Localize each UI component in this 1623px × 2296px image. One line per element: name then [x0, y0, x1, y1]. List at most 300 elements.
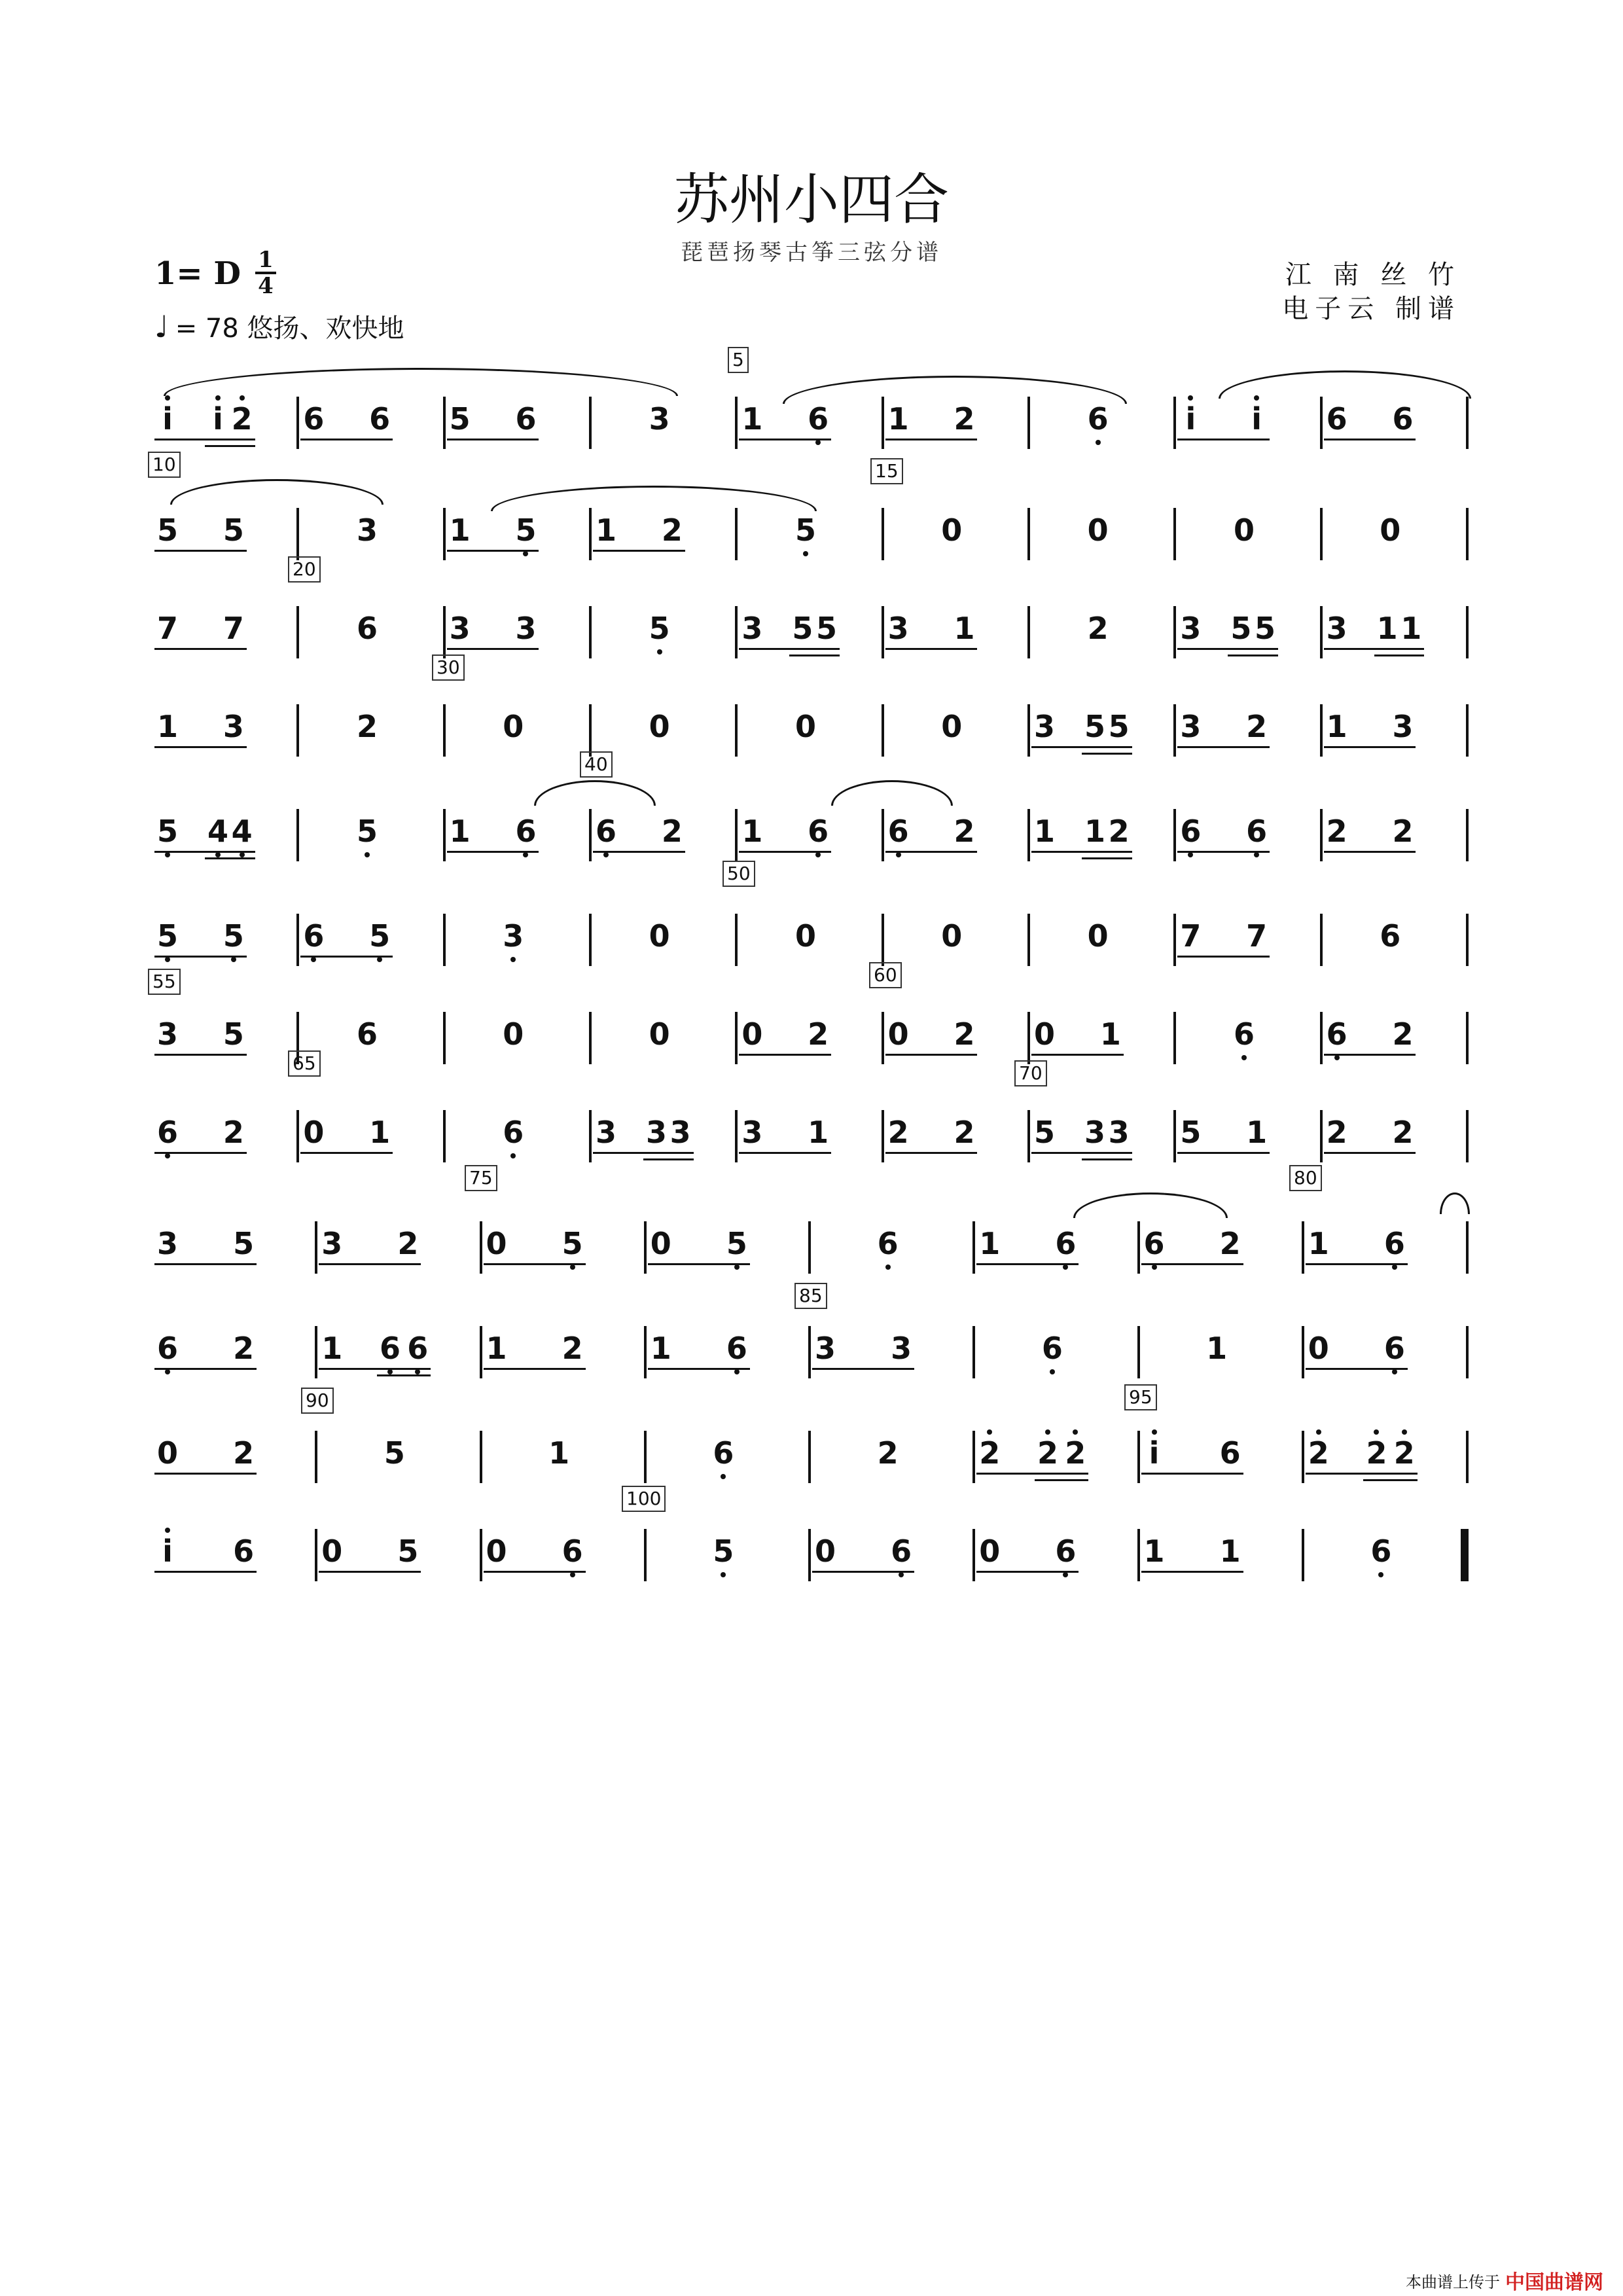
note: 2 [1219, 1226, 1241, 1261]
barline [1466, 914, 1469, 966]
barline [808, 1529, 811, 1581]
measure [812, 1499, 976, 1577]
note: 5 [449, 401, 471, 437]
measure [1324, 674, 1470, 753]
measure [300, 982, 446, 1060]
beat-underline [1324, 648, 1425, 650]
octave-dot-below [1392, 1369, 1397, 1374]
measure-number: 10 [148, 452, 181, 478]
measure-number: 90 [301, 1388, 334, 1414]
barline [1173, 914, 1176, 966]
barline [443, 1012, 446, 1064]
note: 6 [808, 401, 829, 437]
note: i [213, 401, 223, 437]
note: 0 [887, 1016, 909, 1052]
note: 6 [407, 1331, 429, 1366]
barline [480, 1431, 482, 1483]
measure [154, 1499, 319, 1577]
note: 3 [1033, 709, 1055, 744]
barline [443, 914, 446, 966]
beat-underline [1306, 1263, 1408, 1265]
barline [972, 1326, 975, 1378]
beat-underline [885, 851, 978, 853]
measure [484, 1296, 648, 1374]
barline [1173, 397, 1176, 449]
note: 6 [303, 401, 325, 437]
note: 6 [713, 1435, 734, 1471]
barline [735, 704, 738, 757]
barline [1320, 397, 1323, 449]
barline [644, 1221, 647, 1274]
barline [1466, 704, 1469, 757]
measure-number: 40 [580, 751, 613, 778]
note: 0 [941, 512, 963, 548]
score-row [154, 1080, 1470, 1158]
barline [882, 704, 884, 757]
note: 6 [1055, 1534, 1077, 1569]
measure [885, 674, 1031, 753]
barline [882, 508, 884, 560]
barline [443, 606, 446, 658]
note: 2 [954, 1016, 975, 1052]
octave-dot-above [165, 1528, 170, 1533]
barline [1137, 1529, 1140, 1581]
note: 1 [1376, 611, 1398, 646]
beat-underline [1141, 1571, 1243, 1573]
octave-dot-below [603, 852, 609, 857]
barline [1320, 606, 1323, 658]
note: 6 [562, 1534, 583, 1569]
barline [735, 914, 738, 966]
measure [593, 674, 739, 753]
octave-dot-below [899, 1572, 904, 1577]
beat-underline [154, 1263, 257, 1265]
note: 3 [1108, 1115, 1130, 1150]
barline [882, 809, 884, 861]
barline [1027, 704, 1030, 757]
note: 5 [233, 1226, 255, 1261]
note: 6 [1383, 1331, 1405, 1366]
note: 5 [794, 512, 816, 548]
measure [976, 1499, 1141, 1577]
note: 0 [1033, 1016, 1055, 1052]
footer-brand: 中国曲谱网 [1505, 2271, 1603, 2294]
note: 5 [223, 1016, 244, 1052]
note: 0 [794, 918, 816, 954]
measure [1324, 982, 1470, 1060]
beat-underline [154, 1368, 257, 1370]
measure [1031, 982, 1177, 1060]
measure [1031, 367, 1177, 445]
beat-underline [1177, 439, 1270, 440]
measure [1306, 1296, 1470, 1374]
barline [1173, 704, 1176, 757]
measure [739, 367, 885, 445]
barline [882, 1110, 884, 1162]
beat-underline [1306, 1368, 1408, 1370]
note: 1 [321, 1331, 343, 1366]
note: 3 [669, 1115, 691, 1150]
note: 5 [649, 611, 670, 646]
barline [589, 1012, 592, 1064]
barline [315, 1221, 317, 1274]
note: 0 [649, 709, 670, 744]
note: 3 [891, 1331, 912, 1366]
octave-dot-below [815, 440, 821, 445]
octave-dot-above [1045, 1429, 1050, 1435]
barline [1320, 914, 1323, 966]
note: 3 [595, 1115, 616, 1150]
measure-number: 20 [288, 556, 321, 583]
beat-underline [593, 550, 685, 552]
note: 3 [449, 611, 471, 646]
note: 3 [156, 1226, 178, 1261]
note: 2 [1326, 1115, 1347, 1150]
note: 5 [383, 1435, 405, 1471]
score-row [154, 1191, 1470, 1270]
note: 4 [231, 814, 253, 849]
measure [976, 1401, 1141, 1479]
note: 5 [1033, 1115, 1055, 1150]
measure [812, 1296, 976, 1374]
note: 6 [1392, 401, 1414, 437]
note: 2 [954, 401, 975, 437]
note: 6 [503, 1115, 524, 1150]
beat-underline [648, 1263, 750, 1265]
note: 5 [713, 1534, 734, 1569]
note: 2 [562, 1331, 583, 1366]
note: 7 [223, 611, 244, 646]
measure [1306, 1401, 1470, 1479]
octave-dot-below [1378, 1572, 1383, 1577]
note: 2 [1326, 814, 1347, 849]
barline [808, 1326, 811, 1378]
measure [1031, 576, 1177, 655]
note: 3 [1326, 611, 1347, 646]
barline [1173, 1110, 1176, 1162]
beat-underline [154, 851, 255, 853]
note: 5 [1084, 709, 1105, 744]
barline [1302, 1221, 1304, 1274]
measure [154, 1080, 300, 1158]
beat-underline [739, 851, 831, 853]
note: 6 [233, 1534, 255, 1569]
barline [1466, 1326, 1469, 1378]
measure [319, 1499, 483, 1577]
measure [1031, 674, 1177, 753]
note: 2 [1037, 1435, 1058, 1471]
octave-dot-below [231, 957, 236, 962]
measure [1324, 576, 1470, 655]
note: 3 [1084, 1115, 1105, 1150]
barline [1173, 606, 1176, 658]
note: 0 [794, 709, 816, 744]
beat-underline [154, 1473, 257, 1475]
measure-number: 5 [728, 347, 749, 373]
beat-underline [154, 1054, 247, 1056]
barline [1173, 508, 1176, 560]
barline [1320, 1012, 1323, 1064]
measure [593, 576, 739, 655]
beat-underline [154, 1571, 257, 1573]
note: 2 [661, 814, 683, 849]
measure-number: 30 [432, 655, 465, 681]
barline [972, 1431, 975, 1483]
barline [443, 1110, 446, 1162]
octave-dot-above [987, 1429, 992, 1435]
note: 5 [356, 814, 378, 849]
note: 6 [369, 401, 391, 437]
final-barline [1461, 1529, 1469, 1581]
note: 7 [1246, 918, 1268, 954]
measure [319, 1191, 483, 1270]
note: 6 [595, 814, 616, 849]
octave-dot-above [1374, 1429, 1379, 1435]
beat-double-underline [1374, 655, 1425, 656]
note: 5 [223, 512, 244, 548]
note: 0 [814, 1534, 836, 1569]
beat-underline [1306, 1473, 1418, 1475]
note: 0 [941, 709, 963, 744]
octave-dot-below [165, 1153, 170, 1158]
octave-dot-below [1241, 1055, 1247, 1060]
note: 5 [223, 918, 244, 954]
note: 0 [1380, 512, 1401, 548]
note: 6 [1246, 814, 1268, 849]
octave-dot-below [510, 1153, 516, 1158]
octave-dot-below [721, 1474, 726, 1479]
note: 5 [156, 512, 178, 548]
footer [1406, 2266, 1603, 2295]
beat-underline [1177, 648, 1278, 650]
measure [885, 884, 1031, 962]
measure [300, 674, 446, 753]
octave-dot-below [803, 551, 808, 556]
beat-double-underline [789, 655, 840, 656]
beat-underline [300, 956, 393, 958]
measure [1031, 1080, 1177, 1158]
beat-underline [885, 439, 978, 440]
beat-underline [812, 1368, 914, 1370]
note: 5 [369, 918, 391, 954]
note: 1 [449, 512, 471, 548]
barline [1466, 1431, 1469, 1483]
octave-dot-below [734, 1265, 740, 1270]
octave-dot-below [165, 1369, 170, 1374]
note: 1 [1033, 814, 1055, 849]
beat-underline [739, 439, 831, 440]
barline [972, 1529, 975, 1581]
note: 2 [887, 1115, 909, 1150]
beat-underline [1141, 1263, 1243, 1265]
note: 5 [1254, 611, 1275, 646]
barline [1027, 397, 1030, 449]
note: 1 [808, 1115, 829, 1150]
note: 0 [303, 1115, 325, 1150]
measure-number: 95 [1124, 1384, 1157, 1410]
score-subtitle: 琵琶扬琴古筝三弦分谱 [681, 240, 942, 266]
measure-number: 55 [148, 969, 181, 995]
note: 3 [1392, 709, 1414, 744]
beat-double-underline [1035, 1479, 1088, 1481]
barline [1466, 1221, 1469, 1274]
measure-number: 15 [870, 458, 903, 484]
barline [1466, 397, 1469, 449]
octave-dot-below [721, 1572, 726, 1577]
barline [1173, 809, 1176, 861]
barline [480, 1221, 482, 1274]
measure [300, 779, 446, 857]
note: 0 [979, 1534, 1001, 1569]
note: 5 [515, 512, 537, 548]
note: 3 [814, 1331, 836, 1366]
note: i [162, 401, 173, 437]
barline [589, 704, 592, 757]
note: 0 [1308, 1331, 1329, 1366]
barline [1302, 1431, 1304, 1483]
note: 5 [815, 611, 837, 646]
measure [1177, 779, 1323, 857]
measure [484, 1191, 648, 1270]
measure [885, 576, 1031, 655]
barline [1027, 1110, 1030, 1162]
octave-dot-above [1316, 1429, 1321, 1435]
barline [589, 508, 592, 560]
beat-underline [739, 1152, 831, 1154]
note: 3 [741, 611, 763, 646]
credit-origin: 江 南 丝 竹 [1285, 260, 1461, 290]
note: 5 [562, 1226, 583, 1261]
key-signature: 1= D [154, 255, 241, 292]
barline [443, 809, 446, 861]
barline [443, 704, 446, 757]
beat-underline [1324, 746, 1416, 748]
barline [296, 397, 299, 449]
note: 2 [356, 709, 378, 744]
barline [296, 508, 299, 560]
octave-dot-above [215, 395, 221, 401]
beat-underline [319, 1571, 421, 1573]
beat-underline [484, 1368, 586, 1370]
note: 2 [954, 814, 975, 849]
beat-underline [1031, 1152, 1132, 1154]
beat-underline [319, 1263, 421, 1265]
note: 1 [741, 401, 763, 437]
barline [735, 508, 738, 560]
measure [300, 1080, 446, 1158]
octave-dot-below [1334, 1055, 1340, 1060]
barline [1466, 606, 1469, 658]
note: 3 [321, 1226, 343, 1261]
barline [1027, 606, 1030, 658]
note: 1 [449, 814, 471, 849]
octave-dot-below [1063, 1265, 1068, 1270]
note: 3 [515, 611, 537, 646]
octave-dot-below [734, 1369, 740, 1374]
barline [315, 1326, 317, 1378]
note: 6 [1326, 1016, 1347, 1052]
measure-number: 70 [1014, 1060, 1047, 1086]
barline [1027, 809, 1030, 861]
measure [300, 884, 446, 962]
note: 1 [741, 814, 763, 849]
note: 0 [503, 709, 524, 744]
time-signature [253, 249, 279, 297]
note: 5 [156, 918, 178, 954]
beat-underline [1324, 1152, 1416, 1154]
beat-underline [319, 1368, 431, 1370]
note: 0 [1087, 918, 1109, 954]
measure [1031, 884, 1177, 962]
note: 1 [1099, 1016, 1121, 1052]
measure [1324, 478, 1470, 556]
note: 6 [726, 1331, 747, 1366]
beat-underline [154, 746, 247, 748]
octave-dot-below [387, 1369, 393, 1374]
barline [735, 606, 738, 658]
measure [593, 884, 739, 962]
note: 2 [233, 1435, 255, 1471]
measure [1324, 779, 1470, 857]
note: 6 [1380, 918, 1401, 954]
measure-number: 75 [465, 1165, 497, 1191]
note: 5 [1180, 1115, 1202, 1150]
note: 0 [486, 1226, 507, 1261]
measure [154, 1191, 319, 1270]
barline [296, 704, 299, 757]
beat-underline [1324, 851, 1416, 853]
note: 6 [891, 1534, 912, 1569]
octave-dot-below [240, 852, 245, 857]
beat-underline [739, 648, 840, 650]
note: 5 [156, 814, 178, 849]
octave-dot-below [570, 1572, 575, 1577]
note: 1 [369, 1115, 391, 1150]
note: 2 [661, 512, 683, 548]
measure [885, 982, 1031, 1060]
measure [1141, 1499, 1306, 1577]
measure [154, 779, 300, 857]
barline [1320, 1110, 1323, 1162]
note: 1 [1308, 1226, 1329, 1261]
measure [319, 1401, 483, 1479]
octave-dot-below [415, 1369, 420, 1374]
note: 6 [1219, 1435, 1241, 1471]
octave-dot-above [240, 395, 245, 401]
note: 6 [1383, 1226, 1405, 1261]
beat-underline [885, 1152, 978, 1154]
note: 5 [1230, 611, 1252, 646]
barline [296, 809, 299, 861]
barline [480, 1326, 482, 1378]
beat-underline [885, 648, 978, 650]
octave-dot-below [1188, 852, 1193, 857]
barline [882, 1012, 884, 1064]
measure [1177, 982, 1323, 1060]
measure [154, 674, 300, 753]
barline [296, 606, 299, 658]
barline [972, 1221, 975, 1274]
beat-underline [1141, 1473, 1243, 1475]
measure [593, 1080, 739, 1158]
beat-underline [484, 1571, 586, 1573]
note: 2 [877, 1435, 899, 1471]
beat-underline [976, 1571, 1079, 1573]
note: 6 [808, 814, 829, 849]
note: 0 [941, 918, 963, 954]
note: 6 [515, 401, 537, 437]
note: 1 [1206, 1331, 1228, 1366]
